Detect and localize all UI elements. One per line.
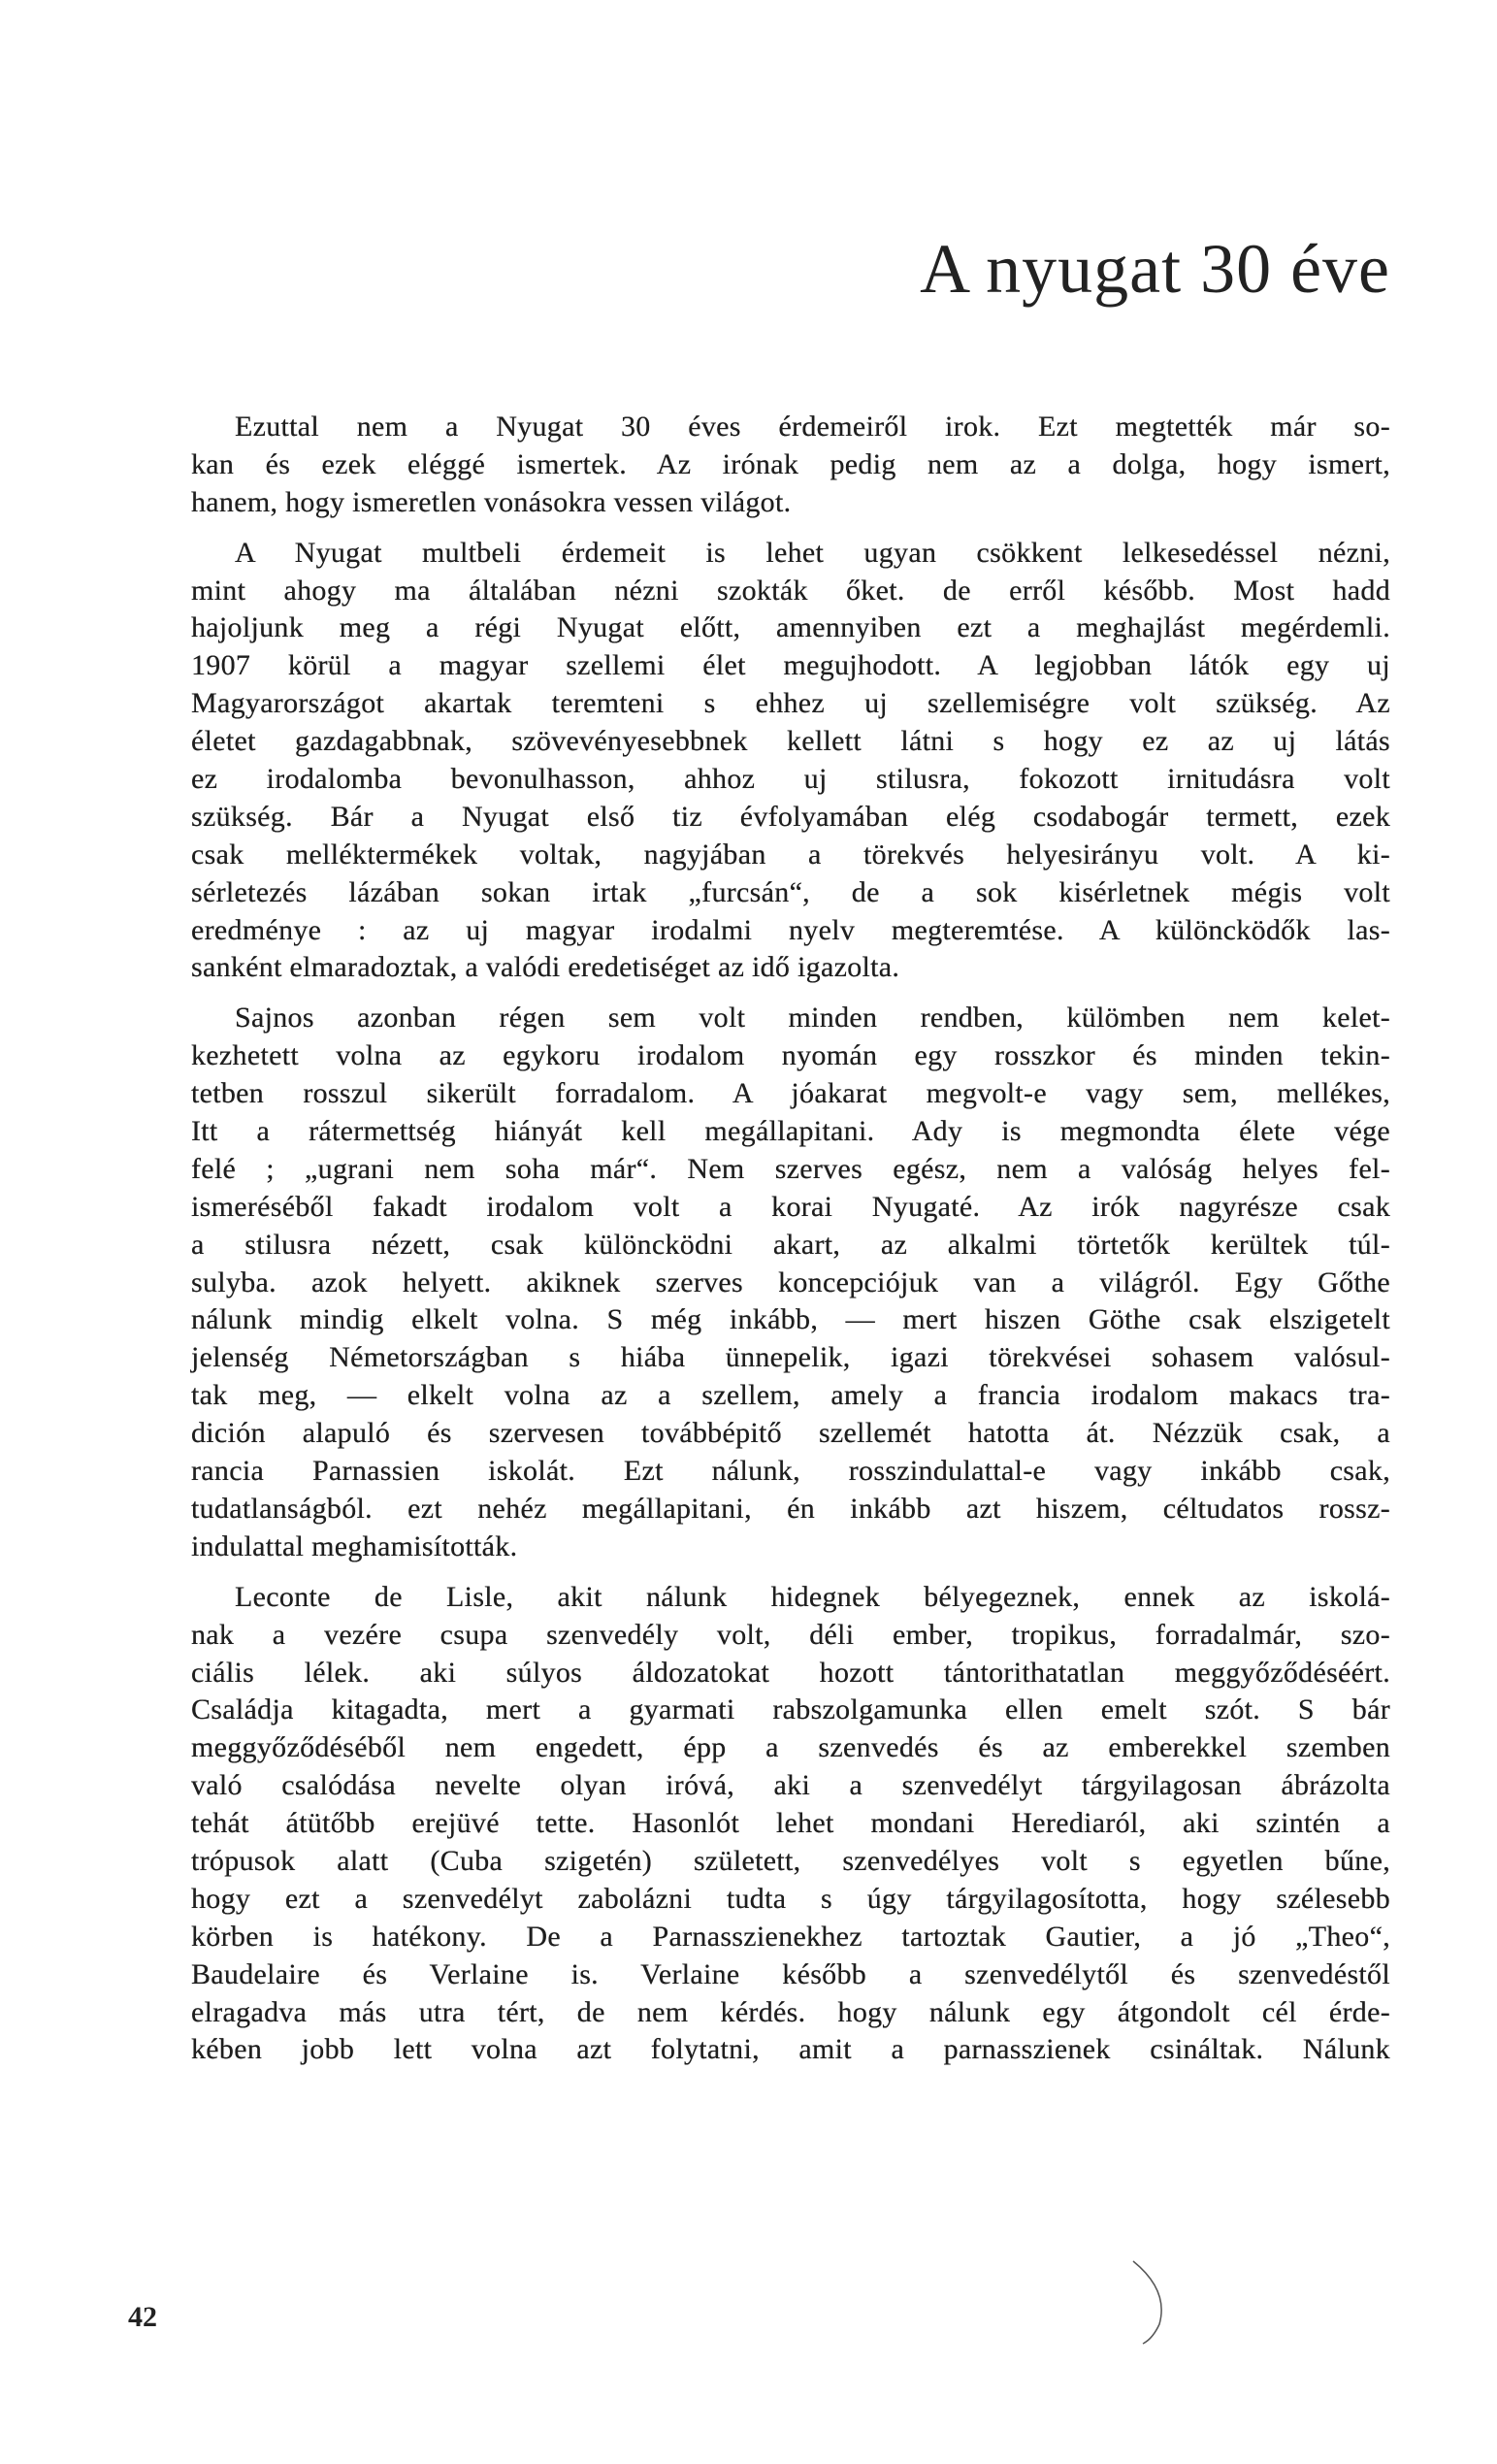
- page-title: A nyugat 30 éve: [920, 230, 1390, 308]
- text-line: tak meg, — elkelt volna az a szellem, amely a francia irodalom makacs tra-: [191, 1379, 1390, 1412]
- text-line: trópusok alatt (Cuba szigetén) született, szenvedélyes volt s egyetlen bűne,: [191, 1844, 1390, 1877]
- text-line: mint ahogy ma általában nézni szokták őket. de erről később. Most hadd: [191, 574, 1390, 607]
- text-line: Leconte de Lisle, akit nálunk hidegnek bélyegeznek, ennek az iskolá-: [235, 1580, 1390, 1613]
- text-line: a stilusra nézett, csak különcködni akart, az alkalmi törtetők kerültek túl-: [191, 1228, 1390, 1261]
- text-line: nak a vezére csupa szenvedély volt, déli ember, tropikus, forradalmár, szo-: [191, 1618, 1390, 1651]
- paragraph: [191, 1000, 1390, 1565]
- text-line: felé ; „ugrani nem soha már“. Nem szerves egész, nem a valóság helyes fel-: [191, 1152, 1390, 1185]
- text-line: ismeréséből fakadt irodalom volt a korai Nyugaté. Az irók nagyrésze csak: [191, 1190, 1390, 1223]
- paragraph: [191, 409, 1390, 522]
- text-line: csak melléktermékek voltak, nagyjában a törekvés helyesirányu volt. A ki-: [191, 838, 1390, 871]
- paragraph: [191, 535, 1390, 988]
- text-line: Magyarországot akartak teremteni s ehhez uj szellemiségre volt szükség. Az: [191, 687, 1390, 720]
- text-line: rancia Parnassien iskolát. Ezt nálunk, rosszindulattal-e vagy inkább csak,: [191, 1455, 1390, 1488]
- text-line: Sajnos azonban régen sem volt minden rendben, külömben nem kelet-: [235, 1002, 1390, 1035]
- page-number: 42: [128, 2301, 157, 2333]
- text-line: hogy ezt a szenvedélyt zabolázni tudta s úgy tárgyilagosította, hogy szélesebb: [191, 1882, 1390, 1915]
- text-line: indulattal meghamisították.: [191, 1529, 518, 1562]
- text-line: dición alapuló és szervesen továbbépitő szellemét hatotta át. Nézzük csak, a: [191, 1417, 1390, 1450]
- text-line: Itt a rátermettség hiányát kell megállapitani. Ady is megmondta élete vége: [191, 1115, 1390, 1148]
- text-line: tetben rosszul sikerült forradalom. A jóakarat megvolt-e vagy sem, mellékes,: [191, 1077, 1390, 1110]
- text-line: ciális lélek. aki súlyos áldozatokat hozott tántorithatatlan meggyőződéséért.: [191, 1656, 1390, 1689]
- text-line: sulyba. azok helyett. akiknek szerves koncepciójuk van a világról. Egy Gőthe: [191, 1265, 1390, 1298]
- text-line: jelenség Németországban s hiába ünnepelik, igazi törekvései sohasem valósul-: [191, 1341, 1390, 1374]
- text-line: kezhetett volna az egykoru irodalom nyomán egy rosszkor és minden tekin-: [191, 1039, 1390, 1072]
- text-line: körben is hatékony. De a Parnasszienekhez tartoztak Gautier, a jó „Theo“,: [191, 1920, 1390, 1953]
- text-line: életet gazdagabbnak, szövevényesebbnek kellett látni s hogy ez az uj látás: [191, 725, 1390, 758]
- text-line: hajoljunk meg a régi Nyugat előtt, amennyiben ezt a meghajlást megérdemli.: [191, 611, 1390, 644]
- text-line: tehát átütőbb erejüvé tette. Hasonlót lehet mondani Herediaról, aki szintén a: [191, 1807, 1390, 1840]
- article-body: [191, 409, 1390, 2069]
- paragraph: [191, 1579, 1390, 2070]
- text-line: Ezuttal nem a Nyugat 30 éves érdemeiről irok. Ezt megtették már so-: [235, 411, 1390, 443]
- text-line: kan és ezek eléggé ismertek. Az irónak pedig nem az a dolga, hogy ismert,: [191, 447, 1390, 480]
- text-line: meggyőződéséből nem engedett, épp a szenvedés és az emberekkel szemben: [191, 1731, 1390, 1764]
- text-line: eredménye : az uj magyar irodalmi nyelv megteremtése. A különcködők las-: [191, 913, 1390, 946]
- text-line: elragadva más utra tért, de nem kérdés. hogy nálunk egy átgondolt cél érde-: [191, 1995, 1390, 2028]
- text-line: hanem, hogy ismeretlen vonásokra vessen világot.: [191, 485, 792, 518]
- text-line: 1907 körül a magyar szellemi élet megujhodott. A legjobban látók egy uj: [191, 649, 1390, 682]
- text-line: sérletezés lázában sokan irtak „furcsán“, de a sok kisérletnek mégis volt: [191, 875, 1390, 908]
- text-line: tudatlanságból. ezt nehéz megállapitani, én inkább azt hiszem, céltudatos rossz-: [191, 1492, 1390, 1525]
- text-line: szükség. Bár a Nyugat első tiz évfolyamában elég csodabogár termett, ezek: [191, 800, 1390, 833]
- text-line: ez irodalomba bevonulhasson, ahhoz uj stilusra, fokozott irnitudásra volt: [191, 763, 1390, 796]
- text-line: kében jobb lett volna azt folytatni, amit a parnasszienek csináltak. Nálunk: [191, 2033, 1390, 2066]
- text-line: nálunk mindig elkelt volna. S még inkább, — mert hiszen Göthe csak elszigetelt: [191, 1303, 1390, 1336]
- text-line: való csalódása nevelte olyan iróvá, aki a szenvedélyt tárgyilagosan ábrázolta: [191, 1769, 1390, 1802]
- text-line: Családja kitagadta, mert a gyarmati rabszolgamunka ellen emelt szót. S bár: [191, 1693, 1390, 1726]
- text-line: Baudelaire és Verlaine is. Verlaine később a szenvedélytől és szenvedéstől: [191, 1957, 1390, 1990]
- text-line: A Nyugat multbeli érdemeit is lehet ugyan csökkent lelkesedéssel nézni,: [235, 536, 1390, 569]
- text-line: sanként elmaradoztak, a valódi eredetiséget az idő igazolta.: [191, 951, 900, 984]
